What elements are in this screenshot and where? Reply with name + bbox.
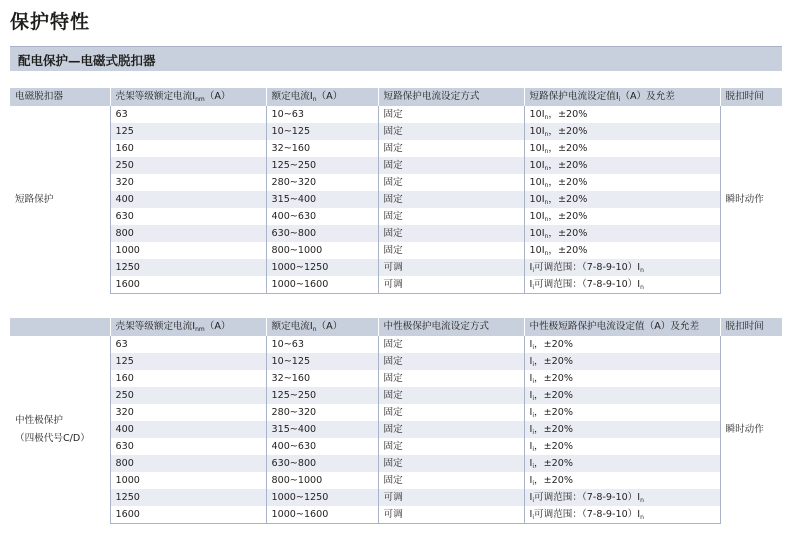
rated-current-range-cell: 125~250 xyxy=(266,157,378,174)
value-symbol: I xyxy=(529,475,533,486)
rated-current-range-cell: 1000~1600 xyxy=(266,276,378,294)
table-row xyxy=(10,276,782,294)
setting-mode-cell: 固定 xyxy=(378,174,524,191)
setting-value-cell xyxy=(524,225,720,242)
value-subscript: n xyxy=(544,148,549,155)
table-row xyxy=(10,353,782,370)
short-circuit-rows xyxy=(10,106,782,294)
value-symbol: 10I xyxy=(529,177,545,188)
setting-mode-cell: 固定 xyxy=(378,353,524,370)
frame-current-cell: 320 xyxy=(110,404,266,421)
value-symbol: I xyxy=(529,407,533,418)
frame-current-cell: 400 xyxy=(110,191,266,208)
setting-value-cell xyxy=(524,387,720,404)
setting-value-cell xyxy=(524,140,720,157)
trip-time-cell: 瞬时动作 xyxy=(720,106,782,294)
value-symbol: 10I xyxy=(529,211,545,222)
value-symbol: I xyxy=(529,390,533,401)
value-subscript: n xyxy=(544,250,549,257)
protection-type-cell xyxy=(10,106,110,294)
setting-value-cell xyxy=(524,404,720,421)
value-subscript: n xyxy=(640,284,644,291)
value-subscript: i xyxy=(532,497,535,504)
setting-mode-cell: 固定 xyxy=(378,225,524,242)
setting-mode-cell: 固定 xyxy=(378,208,524,225)
protection-type-sublabel: （四极代号C/D） xyxy=(15,432,90,444)
col-header-rated-current: 额定电流$I_n(A)$ xyxy=(266,88,378,106)
setting-value-cell xyxy=(524,421,720,438)
value-subscript: n xyxy=(544,216,549,223)
table-header-row xyxy=(10,318,782,336)
table-row xyxy=(10,404,782,421)
table-row xyxy=(10,438,782,455)
rated-current-range-cell: 280~320 xyxy=(266,174,378,191)
value-tolerance: ，±20% xyxy=(548,126,588,137)
frame-current-cell: 63 xyxy=(110,106,266,123)
value-subscript: i xyxy=(532,361,535,368)
frame-current-cell: 1600 xyxy=(110,276,266,294)
value-subscript: i xyxy=(532,412,535,419)
value-symbol: 10I xyxy=(529,126,545,137)
rated-current-range-cell: 315~400 xyxy=(266,191,378,208)
setting-mode-cell: 固定 xyxy=(378,472,524,489)
rated-current-range-cell: 315~400 xyxy=(266,421,378,438)
frame-current-cell: 1250 xyxy=(110,489,266,506)
rated-current-range-cell: 1000~1250 xyxy=(266,489,378,506)
rated-current-range-cell: 800~1000 xyxy=(266,472,378,489)
frame-current-cell: 800 xyxy=(110,455,266,472)
value-subscript: i xyxy=(532,267,535,274)
col-header-frame-current: 壳架等级额定电流$I_{nm}(A)$ xyxy=(110,88,266,106)
frame-current-cell: 630 xyxy=(110,208,266,225)
setting-mode-cell: 固定 xyxy=(378,191,524,208)
setting-mode-cell: 固定 xyxy=(378,387,524,404)
col-header-rated-current: 额定电流$I_n(A)$ xyxy=(266,318,378,336)
rated-current-range-cell: 10~63 xyxy=(266,106,378,123)
value-symbol: I xyxy=(529,356,533,367)
setting-value-cell xyxy=(524,336,720,353)
value-tolerance: ，±20% xyxy=(548,143,588,154)
value-subscript: i xyxy=(532,378,535,385)
col-header-trip-time: 脱扣时间 xyxy=(720,88,782,106)
setting-mode-cell: 固定 xyxy=(378,404,524,421)
value-tolerance: ，±20% xyxy=(548,228,588,239)
value-subscript: n xyxy=(640,514,644,521)
setting-value-cell xyxy=(524,242,720,259)
col-header-trip-time: 脱扣时间 xyxy=(720,318,782,336)
setting-value-cell xyxy=(524,489,720,506)
frame-current-cell: 250 xyxy=(110,387,266,404)
col-header-setting-mode: 短路保护电流设定方式 xyxy=(378,88,524,106)
value-symbol: I xyxy=(529,424,533,435)
value-symbol: I xyxy=(529,509,533,520)
setting-mode-cell: 固定 xyxy=(378,123,524,140)
section-header xyxy=(10,46,782,71)
value-tolerance: 可调范围：（7-8-9-10）I xyxy=(534,262,641,273)
short-circuit-protection-table xyxy=(10,88,782,294)
table-row xyxy=(10,421,782,438)
protection-type-label: 中性极保护 xyxy=(15,414,63,426)
rated-current-range-cell: 10~125 xyxy=(266,353,378,370)
frame-current-cell: 125 xyxy=(110,123,266,140)
frame-current-cell: 1000 xyxy=(110,242,266,259)
frame-current-cell: 160 xyxy=(110,370,266,387)
frame-current-cell: 630 xyxy=(110,438,266,455)
value-symbol: I xyxy=(529,339,533,350)
setting-mode-cell: 可调 xyxy=(378,259,524,276)
value-subscript: i xyxy=(532,284,535,291)
value-tolerance: ，±20% xyxy=(534,356,573,367)
rated-current-range-cell: 800~1000 xyxy=(266,242,378,259)
table-row xyxy=(10,242,782,259)
table-row xyxy=(10,336,782,353)
rated-current-range-cell: 32~160 xyxy=(266,370,378,387)
setting-value-cell xyxy=(524,506,720,524)
section-title: 配电保护—电磁式脱扣器 xyxy=(18,53,156,68)
frame-current-cell: 63 xyxy=(110,336,266,353)
table-row xyxy=(10,225,782,242)
value-tolerance: ，±20% xyxy=(548,177,588,188)
setting-mode-cell: 固定 xyxy=(378,336,524,353)
setting-mode-cell: 固定 xyxy=(378,438,524,455)
rated-current-range-cell: 400~630 xyxy=(266,208,378,225)
setting-value-cell xyxy=(524,276,720,294)
rated-current-range-cell: 630~800 xyxy=(266,455,378,472)
value-subscript: i xyxy=(532,514,535,521)
table-row xyxy=(10,259,782,276)
value-tolerance: ，±20% xyxy=(548,245,588,256)
value-subscript: n xyxy=(544,165,549,172)
frame-current-cell: 800 xyxy=(110,225,266,242)
value-tolerance: ，±20% xyxy=(534,339,573,350)
rated-current-range-cell: 630~800 xyxy=(266,225,378,242)
frame-current-cell: 250 xyxy=(110,157,266,174)
setting-value-cell xyxy=(524,370,720,387)
setting-value-cell xyxy=(524,157,720,174)
value-tolerance: ，±20% xyxy=(548,109,588,120)
table-row xyxy=(10,140,782,157)
value-symbol: 10I xyxy=(529,160,545,171)
setting-mode-cell: 固定 xyxy=(378,455,524,472)
table-row xyxy=(10,157,782,174)
value-symbol: 10I xyxy=(529,245,545,256)
neutral-protection-table xyxy=(10,318,782,524)
value-subscript: i xyxy=(532,395,535,402)
setting-value-cell xyxy=(524,353,720,370)
value-subscript: i xyxy=(532,429,535,436)
col-header-neutral-setting-value: 中性极短路保护电流设定值（A）及允差 xyxy=(524,318,720,336)
rated-current-range-cell: 125~250 xyxy=(266,387,378,404)
value-tolerance: ，±20% xyxy=(548,211,588,222)
setting-value-cell xyxy=(524,208,720,225)
setting-mode-cell: 固定 xyxy=(378,242,524,259)
setting-mode-cell: 固定 xyxy=(378,370,524,387)
value-symbol: I xyxy=(529,441,533,452)
value-tolerance: ，±20% xyxy=(534,475,573,486)
setting-value-cell xyxy=(524,472,720,489)
rated-current-range-cell: 32~160 xyxy=(266,140,378,157)
rated-current-range-cell: 280~320 xyxy=(266,404,378,421)
value-symbol: I xyxy=(529,279,533,290)
frame-current-cell: 1600 xyxy=(110,506,266,524)
value-subscript: i xyxy=(532,463,535,470)
setting-mode-cell: 可调 xyxy=(378,506,524,524)
table-row xyxy=(10,455,782,472)
table-row xyxy=(10,489,782,506)
value-subscript: i xyxy=(532,344,535,351)
value-tolerance: ，±20% xyxy=(548,194,588,205)
value-tolerance: 可调范围：（7-8-9-10）I xyxy=(534,509,641,520)
col-header-neutral-setting-mode: 中性极保护电流设定方式 xyxy=(378,318,524,336)
value-tolerance: ，±20% xyxy=(534,441,573,452)
value-symbol: I xyxy=(529,373,533,384)
value-subscript: n xyxy=(544,182,549,189)
value-subscript: n xyxy=(640,497,644,504)
setting-mode-cell: 固定 xyxy=(378,140,524,157)
rated-current-range-cell: 10~125 xyxy=(266,123,378,140)
frame-current-cell: 1250 xyxy=(110,259,266,276)
value-subscript: i xyxy=(532,446,535,453)
setting-mode-cell: 固定 xyxy=(378,157,524,174)
value-subscript: i xyxy=(532,480,535,487)
table-row xyxy=(10,123,782,140)
setting-mode-cell: 固定 xyxy=(378,106,524,123)
col-header-release: 电磁脱扣器 xyxy=(15,91,63,102)
setting-value-cell xyxy=(524,191,720,208)
value-tolerance: ，±20% xyxy=(534,390,573,401)
table-row xyxy=(10,106,782,123)
value-symbol: I xyxy=(529,492,533,503)
value-tolerance: ，±20% xyxy=(534,373,573,384)
value-symbol: I xyxy=(529,262,533,273)
setting-value-cell xyxy=(524,455,720,472)
frame-current-cell: 125 xyxy=(110,353,266,370)
value-tolerance: 可调范围：（7-8-9-10）I xyxy=(534,279,641,290)
value-tolerance: ，±20% xyxy=(534,458,573,469)
table-row xyxy=(10,191,782,208)
table-row xyxy=(10,506,782,524)
setting-value-cell xyxy=(524,123,720,140)
value-symbol: 10I xyxy=(529,143,545,154)
page-title: 保护特性 xyxy=(10,11,91,33)
value-symbol: 10I xyxy=(529,228,545,239)
table-row xyxy=(10,472,782,489)
value-tolerance: ，±20% xyxy=(534,407,573,418)
col-header-release xyxy=(10,318,110,336)
setting-value-cell xyxy=(524,174,720,191)
frame-current-cell: 1000 xyxy=(110,472,266,489)
col-header-setting-value: 短路保护电流设定值$I_i(A)$及允差 xyxy=(524,88,720,106)
setting-mode-cell: 可调 xyxy=(378,276,524,294)
value-symbol: I xyxy=(529,458,533,469)
protection-type-label: 短路保护 xyxy=(15,193,54,205)
value-symbol: 10I xyxy=(529,194,545,205)
setting-value-cell xyxy=(524,438,720,455)
value-tolerance: 可调范围：（7-8-9-10）I xyxy=(534,492,641,503)
value-subscript: n xyxy=(544,199,549,206)
protection-type-cell xyxy=(10,336,110,524)
value-tolerance: ，±20% xyxy=(548,160,588,171)
rated-current-range-cell: 1000~1600 xyxy=(266,506,378,524)
rated-current-range-cell: 400~630 xyxy=(266,438,378,455)
table-row xyxy=(10,208,782,225)
rated-current-range-cell: 1000~1250 xyxy=(266,259,378,276)
value-tolerance: ，±20% xyxy=(534,424,573,435)
frame-current-cell: 400 xyxy=(110,421,266,438)
table-header-row xyxy=(10,88,782,106)
setting-value-cell xyxy=(524,106,720,123)
table-row xyxy=(10,174,782,191)
frame-current-cell: 160 xyxy=(110,140,266,157)
trip-time-cell: 瞬时动作 xyxy=(720,336,782,524)
value-subscript: n xyxy=(544,233,549,240)
neutral-rows xyxy=(10,336,782,524)
setting-mode-cell: 固定 xyxy=(378,421,524,438)
setting-mode-cell: 可调 xyxy=(378,489,524,506)
col-header-frame-current: 壳架等级额定电流$I_{nm}(A)$ xyxy=(110,318,266,336)
setting-value-cell xyxy=(524,259,720,276)
rated-current-range-cell: 10~63 xyxy=(266,336,378,353)
value-symbol: 10I xyxy=(529,109,545,120)
value-subscript: n xyxy=(544,114,549,121)
table-row xyxy=(10,387,782,404)
value-subscript: n xyxy=(640,267,644,274)
value-subscript: n xyxy=(544,131,549,138)
table-row xyxy=(10,370,782,387)
frame-current-cell: 320 xyxy=(110,174,266,191)
